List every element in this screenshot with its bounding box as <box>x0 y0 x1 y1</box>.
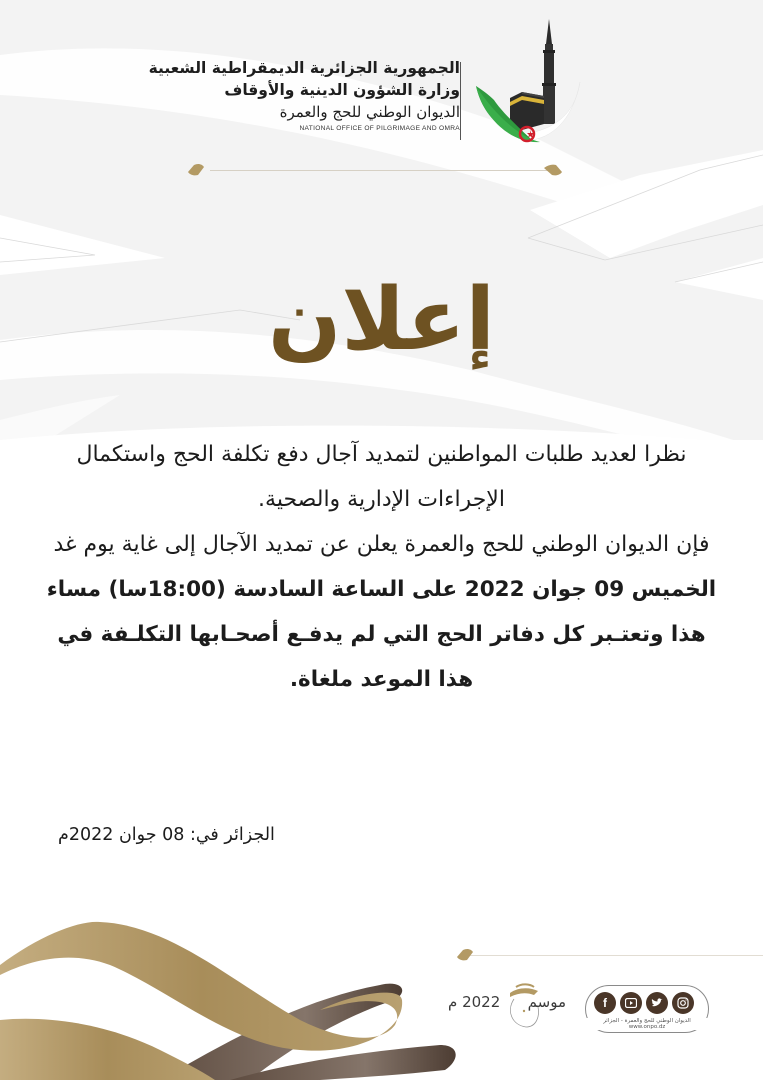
gold-ornament-icon <box>542 162 564 178</box>
social-caption-arabic: الديوان الوطني للحج والعمرة - الجزائر <box>603 1018 691 1024</box>
organization-name <box>149 57 460 132</box>
body-line-deadline: الخميس 09 جوان 2022 على الساعة السادسة (18:00سا) مساء <box>46 577 717 602</box>
office-name-english: NATIONAL OFFICE OF PILGRIMAGE AND OMRA <box>299 125 460 132</box>
facebook-icon[interactable]: f <box>594 992 616 1014</box>
youtube-icon[interactable] <box>620 992 642 1014</box>
body-line: هذا الموعد ملغاة. <box>289 667 474 692</box>
twitter-icon[interactable] <box>646 992 668 1014</box>
gold-ornament-icon <box>455 947 477 963</box>
instagram-icon[interactable] <box>672 992 694 1014</box>
header-divider <box>460 62 461 140</box>
season-year: 2022 م <box>448 993 501 1011</box>
body-line: الإجراءات الإدارية والصحية. <box>258 487 505 512</box>
office-name: الديوان الوطني للحج والعمرة <box>279 103 460 121</box>
announcement-body <box>40 432 723 702</box>
footer-divider <box>470 955 763 956</box>
hajj-season-badge <box>448 985 578 1035</box>
gold-ornament-icon <box>186 162 208 178</box>
announcement-title: إعلان <box>268 270 495 370</box>
website-url[interactable]: www.onpo.dz <box>628 1024 666 1030</box>
body-line: فإن الديوان الوطني للحج والعمرة يعلن عن تمديد الآجال إلى غاية يوم غد <box>53 532 710 557</box>
social-media-links <box>585 985 709 1033</box>
social-caption <box>586 1018 708 1030</box>
body-line: نظرا لعديد طلبات المواطنين لتمديد آجال دفع تكلفة الحج واستكمال <box>76 442 687 467</box>
republic-name: الجمهورية الجزائرية الديمقراطية الشعبية <box>148 59 460 77</box>
kaaba-minaret-logo-icon <box>472 14 587 154</box>
season-label: موسم <box>527 993 566 1011</box>
hajj-season-emblem-icon <box>504 981 544 1031</box>
body-line: هذا وتعتـبر كل دفاتر الحج التي لم يدفـع أصحـابها التكلـفة في <box>57 622 706 647</box>
ministry-name: وزارة الشؤون الدينية والأوقاف <box>224 81 460 99</box>
issue-date: الجزائر في: 08 جوان 2022م <box>58 825 275 845</box>
header <box>0 0 763 170</box>
ornament-divider <box>210 170 560 171</box>
